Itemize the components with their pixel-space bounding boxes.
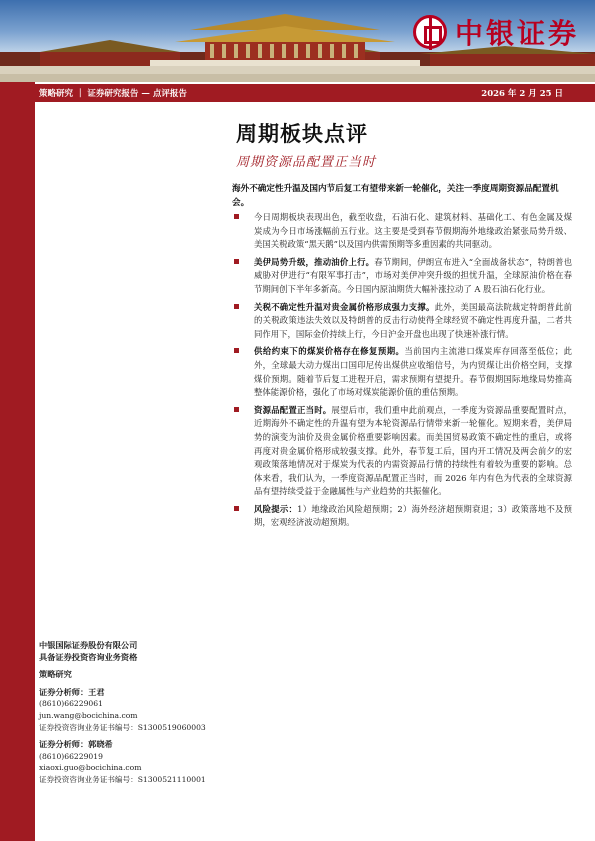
bullet-item: 风险提示：1）地缘政治风险超预期；2）海外经济超预期衰退；3）政策落地不及预期，宏观经济波动超预期。 [232, 503, 572, 530]
brand-name: 中银证券 [454, 17, 579, 50]
bullet-item: 关税不确定性升温对贵金属价格形成强力支撑。此外，美国最高法院裁定特朗普此前的关税政策违法失效以及特朗普的反击行动使得全球经贸不确定性再度升温，二者共同作用下，国际金价持续上行，今日沪金开盘也出现了快速补涨行情。 [232, 301, 572, 342]
qualification: 具备证券投资咨询业务资格 [39, 651, 138, 662]
analyst-info-panel [39, 640, 229, 786]
bullet-item: 今日周期板块表现出色，截至收盘，石油石化、建筑材料、基础化工、有色金属及煤炭成为今日市场涨幅前五行业。这主要是受到春节假期海外地缘政治紧张局势升级、美国关税政策“黑天鹅”以及国内供需预期等多重因素的共同驱动。 [232, 211, 572, 252]
key-points-list [232, 211, 572, 534]
bullet-square-icon [234, 304, 239, 309]
summary-text: 海外不确定性升温及国内节后复工有望带来新一轮催化，关注一季度周期资源品配置机会。 [232, 184, 559, 208]
analyst-email[interactable]: xiaoxi.guo@bocichina.com [39, 763, 142, 773]
brand-logo [413, 12, 579, 52]
bullet-item: 美伊局势升级，推动油价上行。春节期间，伊朗宣布进入“全面战备状态”，特朗普也威胁对伊进行“有限军事打击”，市场对美伊冲突升级的担忧升温，全球原油价格在春节期间创下半年多新高。今日国内原油期货大幅补涨拉动了 A 股石油石化行业。 [232, 256, 572, 297]
analyst-phone: (8610)66229061 [39, 699, 103, 709]
bullet-square-icon [234, 214, 239, 219]
research-dept: 策略研究 [39, 669, 72, 680]
bullet-square-icon [234, 407, 239, 412]
boc-logo-icon [413, 15, 447, 49]
analyst-cert: 证券投资咨询业务证书编号：S1300519060003 [39, 722, 206, 732]
header-banner [0, 0, 595, 82]
bullet-square-icon [234, 506, 239, 511]
report-subtitle: 周期资源品配置正当时 [236, 155, 377, 170]
bullet-square-icon [234, 348, 239, 353]
analyst-title: 证券分析师：郭晓希 [39, 739, 113, 750]
report-header-strip [35, 84, 595, 102]
report-category: 策略研究 ｜ 证券研究报告 — 点评报告 [39, 89, 187, 99]
report-date: 2026 年 2 月 25 日 [481, 89, 563, 99]
bullet-square-icon [234, 259, 239, 264]
analyst-email[interactable]: jun.wang@bocichina.com [39, 710, 138, 720]
report-title: 周期板块点评 [236, 121, 368, 146]
analyst-cert: 证券投资咨询业务证书编号：S1300521110001 [39, 774, 206, 784]
company-name: 中银国际证券股份有限公司 [39, 640, 138, 650]
left-accent-bar [0, 82, 35, 841]
bullet-item: 供给约束下的煤炭价格存在修复预期。当前国内主流港口煤炭库存回落至低位；此外，全球最大动力煤出口国印尼传出煤供应收缩信号，为内贸煤让出价格空间，支撑煤价预期。随着节后复工进程开启，需求预期有望提升。春节假期国际地缘局势推高整体能源价格，强化了市场对煤炭能源价值的重估预期。 [232, 345, 572, 399]
analyst-phone: (8610)66229019 [39, 751, 103, 761]
analyst-title: 证券分析师：王君 [39, 686, 105, 697]
bullet-item: 资源品配置正当时。展望后市，我们重申此前观点，一季度为资源品重要配置时点，近期海外不确定性的升温有望为本轮资源品行情带来新一轮催化。短期来看，美伊局势的演变为油价及贵金属价格重要影响因素。而美国贸易政策不确定性的重启，或将再度对贵金属价格形成较强支撑。此外，春节复工后，国内开工情况及两会前夕的宏观政策落地情况对于煤炭为代表的内需资源品行情的持续性有着较为重要的影响。总体来看，我们认为，一季度资源品配置正当时，而 2026 年内有色为代表的全球资源品有望持续受益于金融属性与产业趋势的共振催化。 [232, 404, 572, 499]
